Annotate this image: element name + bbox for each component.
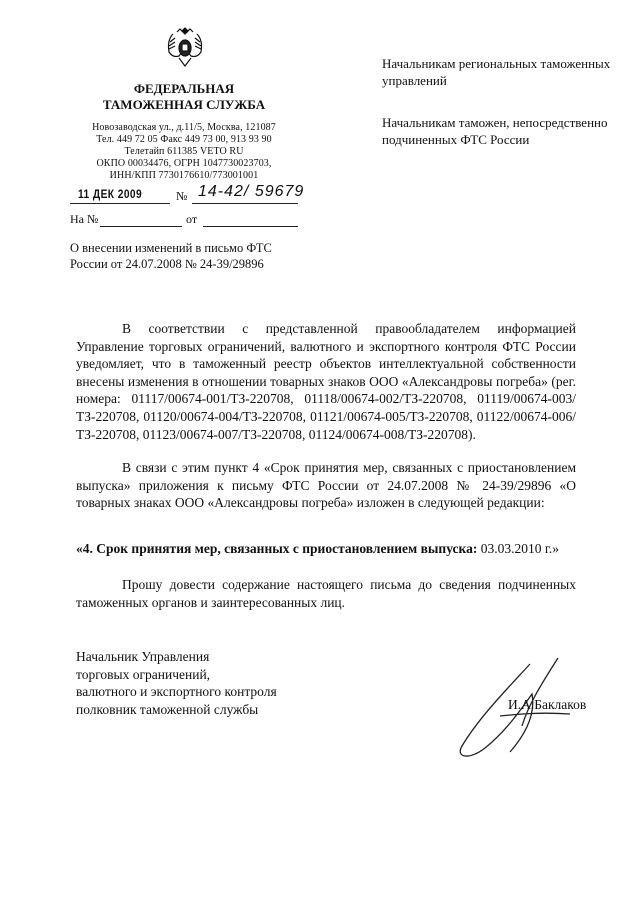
addressee-customs: Начальникам таможен, непосредственно подчиненных ФТС России <box>382 115 608 147</box>
body-paragraph-2: В связи с этим пункт 4 «Срок принятия мер, связанных с приостановлением выпуска» приложения к письму ФТС России от 24.07.2008 № 24-39/29896 «О товарных знаках ООО «Александровы погреба» изложен в следующей редакции: <box>76 460 576 511</box>
signatory-title-line: полковник таможенной службы <box>76 701 259 717</box>
body-quote <box>76 540 576 558</box>
letter-subject: О внесении изменений в письмо ФТС России от 24.07.2008 № 24-39/29896 <box>70 241 272 271</box>
inn-line: ИНН/КПП 7730176610/773001001 <box>109 170 259 181</box>
signatory-title-line: торговых ограничений, <box>76 666 211 682</box>
signer-name: И.А.Баклаков <box>508 697 587 712</box>
quote-date: 03.03.2010 г.» <box>477 541 560 556</box>
phone-line: Тел. 449 72 05 Факс 449 73 00, 913 93 90 <box>96 134 272 145</box>
date-underline <box>70 203 170 204</box>
number-label: № <box>176 189 188 203</box>
okpo-line: ОКПО 00034476, ОГРН 1047730023703, <box>96 158 272 169</box>
body-paragraph-1: В соответствии с представленной правообладателем информацией Управление торговых ограничений, валютного и экспортного контроля ФТС России уведомляет, что в таможенный реестр объектов интеллектуальной собственности внесены изменения в отношении товарных знаков ООО «Александровы погреба» (рег. номера: 01117/00674-001/ТЗ-220708, 01118/00674-002/ТЗ-220708, 01119/00674-003/ТЗ-220708, 01120/00674-004/ТЗ-220708, 01121/00674-005/ТЗ-220708, 01122/00674-006/ТЗ-220708, 01123/00674-007/ТЗ-220708, 01124/00674-008/ТЗ-220708). <box>76 321 576 442</box>
addressee-regional: Начальникам региональных таможенных управлений <box>382 56 611 88</box>
letter-date: 11 ДЕК 2009 <box>78 187 143 201</box>
org-name-line2: ТАМОЖЕННАЯ СЛУЖБА <box>102 97 266 112</box>
signatory-title-line: Начальник Управления <box>76 649 210 664</box>
address-line: Новозаводская ул., д.11/5, Москва, 121087 <box>92 122 276 133</box>
quote-bold: «4. Срок принятия мер, связанных с приостановлением выпуска: <box>76 541 478 556</box>
coat-of-arms-emblem <box>163 24 207 72</box>
reference-from-label: от <box>186 212 198 226</box>
letter-number: 14-42/ 59679 <box>198 183 305 200</box>
reference-from-underline <box>203 226 298 227</box>
reference-underline <box>100 226 182 227</box>
signatory-title-line: валютного и экспортного контроля <box>76 684 277 700</box>
signatory-title <box>76 648 277 718</box>
body-paragraph-4: Прошу довести содержание настоящего письма до сведения подчиненных таможенных органов и заинтересованных лиц. <box>76 577 576 610</box>
org-name-line1: ФЕДЕРАЛЬНАЯ <box>133 81 235 96</box>
teletype-line: Телетайп 611385 VETO RU <box>124 146 244 157</box>
reference-label: На № <box>70 212 99 226</box>
number-underline <box>192 203 298 204</box>
